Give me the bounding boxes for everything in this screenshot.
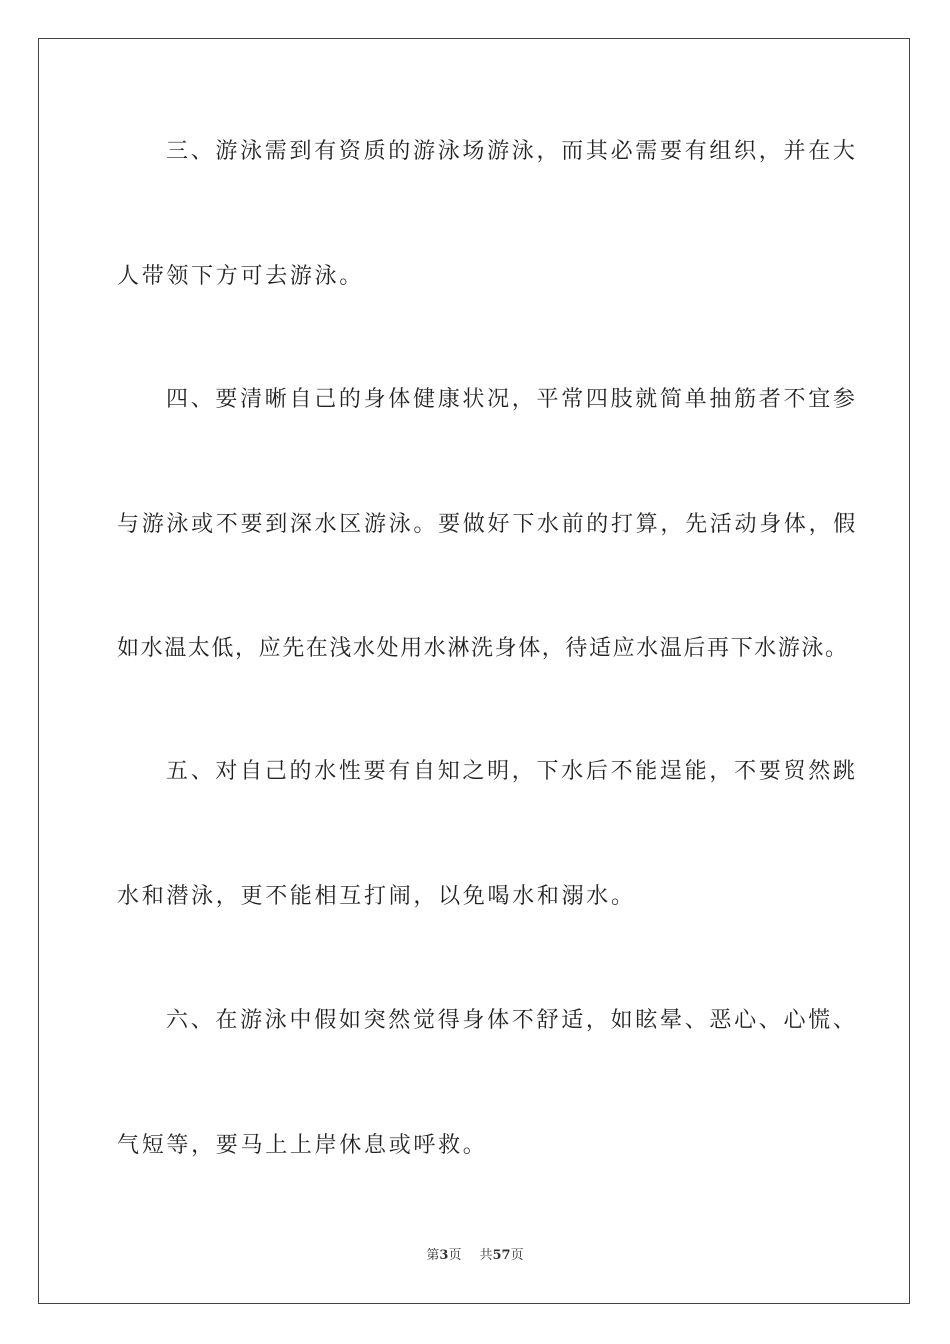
footer-page-suffix: 页 bbox=[448, 1248, 462, 1263]
paragraph-5-line-1: 五、对自己的水性要有自知之明，下水后不能逞能，不要贸然跳 bbox=[166, 759, 858, 784]
paragraph-4-line-2: 与游泳或不要到深水区游泳。要做好下水前的打算，先活动身体，假 bbox=[117, 512, 859, 537]
paragraph-6-line-1: 六、在游泳中假如突然觉得身体不舒适，如眩晕、恶心、心慌、 bbox=[166, 1008, 858, 1033]
paragraph-3-line-1: 三、游泳需到有资质的游泳场游泳，而其必需要有组织，并在大 bbox=[166, 139, 858, 164]
paragraph-4-line-1: 四、要清晰自己的身体健康状况，平常四肢就简单抽筋者不宜参 bbox=[166, 387, 858, 412]
footer-page-prefix: 第 bbox=[426, 1248, 440, 1263]
footer-total-prefix: 共 bbox=[479, 1248, 493, 1263]
footer-total-pages: 57 bbox=[492, 1248, 511, 1263]
footer-page-number: 3 bbox=[439, 1248, 449, 1263]
paragraph-3-line-2: 人带领下方可去游泳。 bbox=[117, 264, 365, 289]
page-footer bbox=[0, 1247, 950, 1265]
paragraph-6-line-2: 气短等，要马上上岸休息或呼救。 bbox=[117, 1133, 488, 1158]
footer-total-suffix: 页 bbox=[510, 1248, 524, 1263]
paragraph-4-line-3: 如水温太低，应先在浅水处用水淋洗身体，待适应水温后再下水游泳。 bbox=[117, 636, 849, 661]
paragraph-5-line-2: 水和潜泳，更不能相互打闹，以免喝水和溺水。 bbox=[117, 884, 636, 909]
page-border bbox=[38, 38, 910, 1304]
